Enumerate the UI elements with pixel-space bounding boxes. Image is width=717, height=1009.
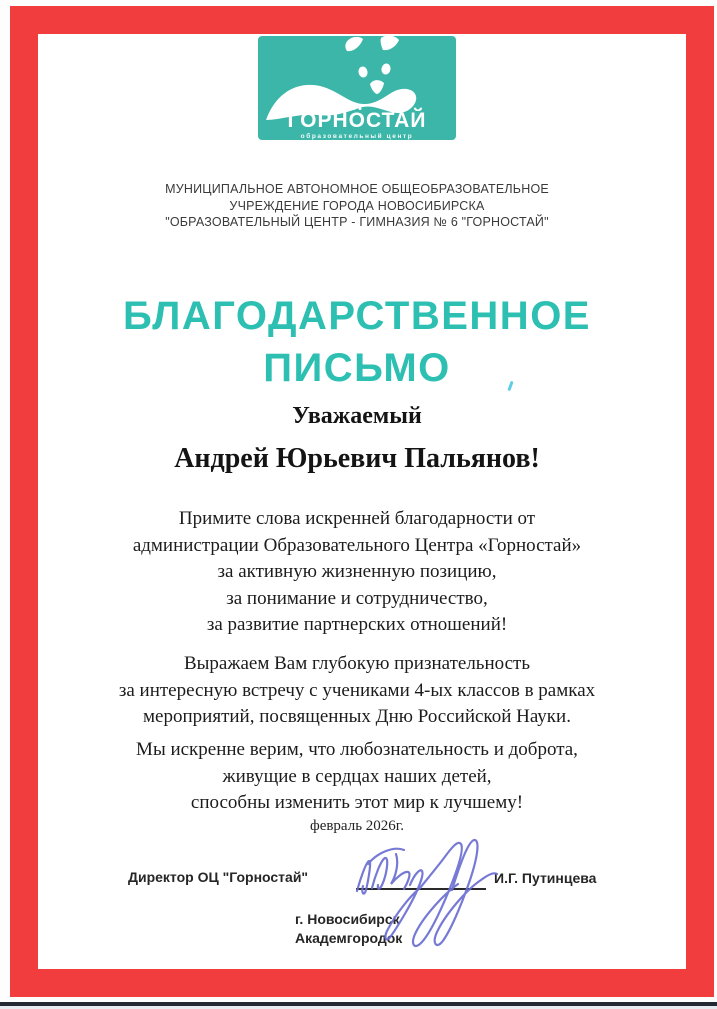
body-line: способны изменить этот мир к лучшему!	[190, 792, 524, 813]
body-paragraph-1	[40, 506, 674, 639]
recipient-name: Андрей Юрьевич Пальянов!	[174, 443, 540, 474]
certificate-title	[40, 290, 674, 394]
org-header-line: УЧРЕЖДЕНИЕ ГОРОДА НОВОСИБИРСКА	[229, 198, 485, 213]
body-line: за интересную встречу с учениками 4-ых классов в рамках	[118, 679, 596, 701]
body-line: Выражаем Вам глубокую признательность	[183, 653, 531, 674]
city-line: г. Новосибирск	[295, 911, 400, 927]
certificate-title-line: БЛАГОДАРСТВЕННОЕ	[123, 294, 591, 338]
logo-caption-text: образовательный центр	[300, 133, 414, 140]
body-line: живущие в сердцах наших детей,	[222, 765, 492, 787]
date-text: февраль 2026г.	[309, 818, 405, 834]
body-paragraph-3	[40, 737, 674, 817]
body-line: за активную жизненную позицию,	[217, 561, 497, 582]
body-line: за развитие партнерских отношений!	[206, 614, 508, 635]
body-line: Примите слова искренней благодарности от	[178, 508, 536, 529]
body-paragraph-2	[40, 651, 674, 731]
org-header-line: "ОБРАЗОВАТЕЛЬНЫЙ ЦЕНТР - ГИМНАЗИЯ № 6 "ГОРНОСТАЙ"	[165, 215, 549, 229]
body-line: администрации Образовательного Центра «Горностай»	[132, 534, 582, 556]
handwritten-signature	[340, 828, 520, 956]
certificate-title-line: ПИСЬМО	[263, 346, 451, 390]
body-line: мероприятий, посвященных Дню Российской Науки.	[143, 706, 571, 727]
org-header-line: МУНИЦИПАЛЬНОЕ АВТОНОМНОЕ ОБЩЕОБРАЗОВАТЕЛЬНОЕ	[165, 182, 549, 196]
body-line: за понимание и сотрудничество,	[226, 587, 488, 609]
organization-header	[40, 181, 674, 231]
body-line: Мы искренне верим, что любознательность и доброта,	[136, 739, 578, 760]
greeting-text: Уважаемый	[292, 403, 422, 429]
city-line: Академгородок	[295, 930, 403, 946]
logo-brand-text: ГОРНОСТАЙ	[287, 109, 427, 132]
signer-name: И.Г. Путинцева	[494, 870, 597, 886]
gornostay-logo	[258, 36, 456, 140]
director-label: Директор ОЦ "Горностай"	[128, 869, 309, 885]
